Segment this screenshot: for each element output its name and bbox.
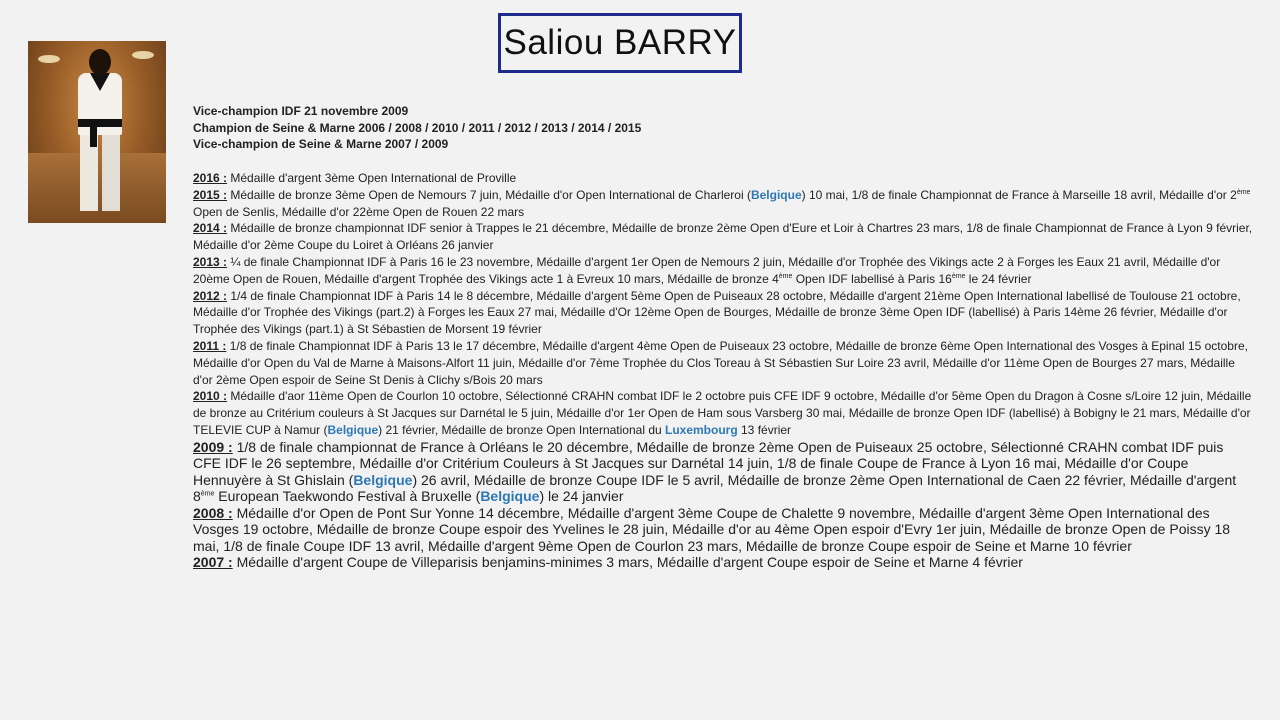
- entry-text: Open de Senlis, Médaille d'or 22ème Open de Rouen 22 mars: [193, 204, 525, 219]
- entry-text: ) le 24 janvier: [539, 488, 624, 505]
- entry-text: Médaille d'or Open de Pont Sur Yonne 14 décembre, Médaille d'argent 3ème Coupe de Chalette 9 novembre, Médaille d'argent 3ème Open International des Vosges 19 octobre, Médaille de bronze Coupe espoir des Yvelines le 28 juin, Médaille d'or au 4ème Open espoir d'Evry 1er juin, Médaille de bronze Open de Poissy 18 mai, 1/8 de finale Coupe IDF 13 avril, Médaille d'argent 9ème Open de Courlon 23 mars, Médaille de bronze Coupe espoir de Seine et Marne 10 février: [193, 504, 1231, 554]
- ordinal-sup: ème: [951, 272, 966, 280]
- ceiling-light: [38, 55, 60, 63]
- year-label: 2014 :: [193, 221, 228, 236]
- athlete-leg: [102, 133, 120, 211]
- summary-line: Vice-champion de Seine & Marne 2007 / 2009: [193, 137, 449, 151]
- entry-2012: [193, 288, 1253, 338]
- summary-line: Champion de Seine & Marne 2006 / 2008 / 2010 / 2011 / 2012 / 2013 / 2014 / 2015: [193, 120, 642, 135]
- entry-text: Open IDF labellisé à Paris 16: [792, 271, 952, 286]
- year-label: 2012 :: [193, 288, 228, 303]
- entry-text: European Taekwondo Festival à Bruxelle (: [214, 488, 481, 505]
- athlete-photo: [28, 41, 166, 223]
- entry-text: 1/8 de finale championnat de France à Orléans le 20 décembre, Médaille de bronze 2ème Open de Puiseaux 25 octobre, Sélectionné CRAHN combat IDF puis CFE IDF le 26 septembre, Médaille d'or Critérium Couleurs à St Jacques sur Darnétal 14 juin, 1/8 de finale Coupe de France à Lyon 16 mai, Médaille d'or Coupe Hennuyère à St Ghislain (: [193, 438, 1224, 488]
- entry-2014: [193, 220, 1253, 254]
- entry-2010: [193, 388, 1253, 438]
- entry-2009: [193, 439, 1253, 505]
- entry-text: Médaille de bronze 3ème Open de Nemours 7 juin, Médaille d'or Open International de Charleroi (: [227, 187, 751, 202]
- year-label: 2009 :: [193, 438, 233, 455]
- year-label: 2010 :: [193, 389, 228, 404]
- entry-2011: [193, 338, 1253, 388]
- summary-line: Vice-champion IDF 21 novembre 2009: [193, 104, 409, 118]
- page-title: Saliou BARRY: [498, 13, 742, 73]
- entry-text: ) 26 avril, Médaille de bronze Coupe IDF le 5 avril, Médaille de bronze 2ème Open International de Caen 22 février, Médaille d'argent 8: [193, 471, 1237, 505]
- results-list: [193, 170, 1253, 571]
- year-label: 2013 :: [193, 254, 228, 269]
- entry-2013: [193, 254, 1253, 288]
- entry-text: Médaille d'argent Coupe de Villeparisis benjamins-minimes 3 mars, Médaille d'argent Coupe espoir de Seine et Marne 4 février: [232, 554, 1023, 571]
- athlete-head: [89, 49, 111, 75]
- entry-2007: [193, 554, 1253, 571]
- entry-text: ) 21 février, Médaille de bronze Open International du: [378, 422, 665, 437]
- entry-text: ¼ de finale Championnat IDF à Paris 16 le 23 novembre, Médaille d'argent 1er Open de Nemours 2 juin, Médaille d'or Trophée des Vikings acte 2 à Forges les Eaux 21 avril, Médaille d'or 20ème Open de Rouen, Médaille d'argent Trophée des Vikings acte 1 à Evreux 10 mars, Médaille de bronze 4: [193, 254, 1221, 286]
- entry-text: Médaille de bronze championnat IDF senior à Trappes le 21 décembre, Médaille de bronze 2ème Open d'Eure et Loir à Chartres 23 mars, 1/8 de finale Championnat de France à Lyon 9 février, Médaille d'or 2ème Coupe du Loiret à Orléans 26 janvier: [193, 221, 1253, 253]
- ordinal-sup: ème: [200, 490, 215, 498]
- ordinal-sup: ème: [778, 272, 793, 280]
- country-highlight: Belgique: [750, 187, 802, 202]
- year-label: 2016 :: [193, 171, 228, 185]
- country-highlight: Belgique: [353, 471, 413, 488]
- entry-2008: [193, 505, 1253, 555]
- entry-2015: [193, 187, 1253, 221]
- titles-summary: [193, 103, 1253, 153]
- black-belt: [78, 119, 122, 127]
- country-highlight: Belgique: [480, 488, 540, 505]
- year-label: 2007 :: [193, 554, 233, 571]
- entry-text: le 24 février: [965, 271, 1032, 286]
- entry-text: ) 10 mai, 1/8 de finale Championnat de France à Marseille 18 avril, Médaille d'or 2: [801, 187, 1237, 202]
- year-label: 2008 :: [193, 504, 233, 521]
- entry-text: 1/4 de finale Championnat IDF à Paris 14 le 8 décembre, Médaille d'argent 5ème Open de Puiseaux 28 octobre, Médaille d'argent 21ème Open International labellisé de Toulouse 21 octobre, Médaille d'or Trophée des Vikings (part.2) à Forges les Eaux 27 mai, Médaille d'Or 12ème Open de Bourges, Médaille de bronze 3ème Open IDF (labellisé) à Paris 14ème 26 février, Médaille d'or Trophée des Vikings (part.1) à St Sébastien de Morsent 19 février: [193, 288, 1241, 337]
- entry-text: Médaille d'argent 3ème Open International de Proville: [227, 171, 517, 185]
- country-highlight: Luxembourg: [665, 422, 738, 437]
- country-highlight: Belgique: [327, 422, 379, 437]
- belt-end: [90, 125, 97, 147]
- ordinal-sup: ème: [1236, 188, 1251, 196]
- entry-text: 1/8 de finale Championnat IDF à Paris 13 le 17 décembre, Médaille d'argent 4ème Open de Puiseaux 23 octobre, Médaille de bronze 6ème Open International des Vosges à Epinal 15 octobre, Médaille d'or Open du Val de Marne à Maisons-Alfort 11 juin, Médaille d'or 7ème Trophée du Clos Toreau à St Sébastien Sur Loire 23 avril, Médaille d'or 11ème Open de Bourges 27 mars, Médaille d'or 2ème Open espoir de Seine St Denis à Clichy s/Bois 20 mars: [193, 338, 1248, 387]
- entry-2016: [193, 170, 1253, 187]
- year-label: 2015 :: [193, 187, 228, 202]
- year-label: 2011 :: [193, 338, 227, 353]
- entry-text: 13 février: [737, 422, 792, 437]
- ceiling-light: [132, 51, 154, 59]
- entry-text: Médaille d'aor 11ème Open de Courlon 10 octobre, Sélectionné CRAHN combat IDF le 2 octobre puis CFE IDF 9 octobre, Médaille d'or 5ème Open du Dragon à Cosne s/Loire 12 juin, Médaille de bronze au Critérium couleurs à St Jacques sur Darnétal le 5 juin, Médaille d'or 1er Open de Ham sous Varsberg 30 mai, Médaille de bronze Open IDF (labellisé) à Bobigny le 21 mars, Médaille d'or TELEVIE CUP à Namur (: [193, 389, 1252, 437]
